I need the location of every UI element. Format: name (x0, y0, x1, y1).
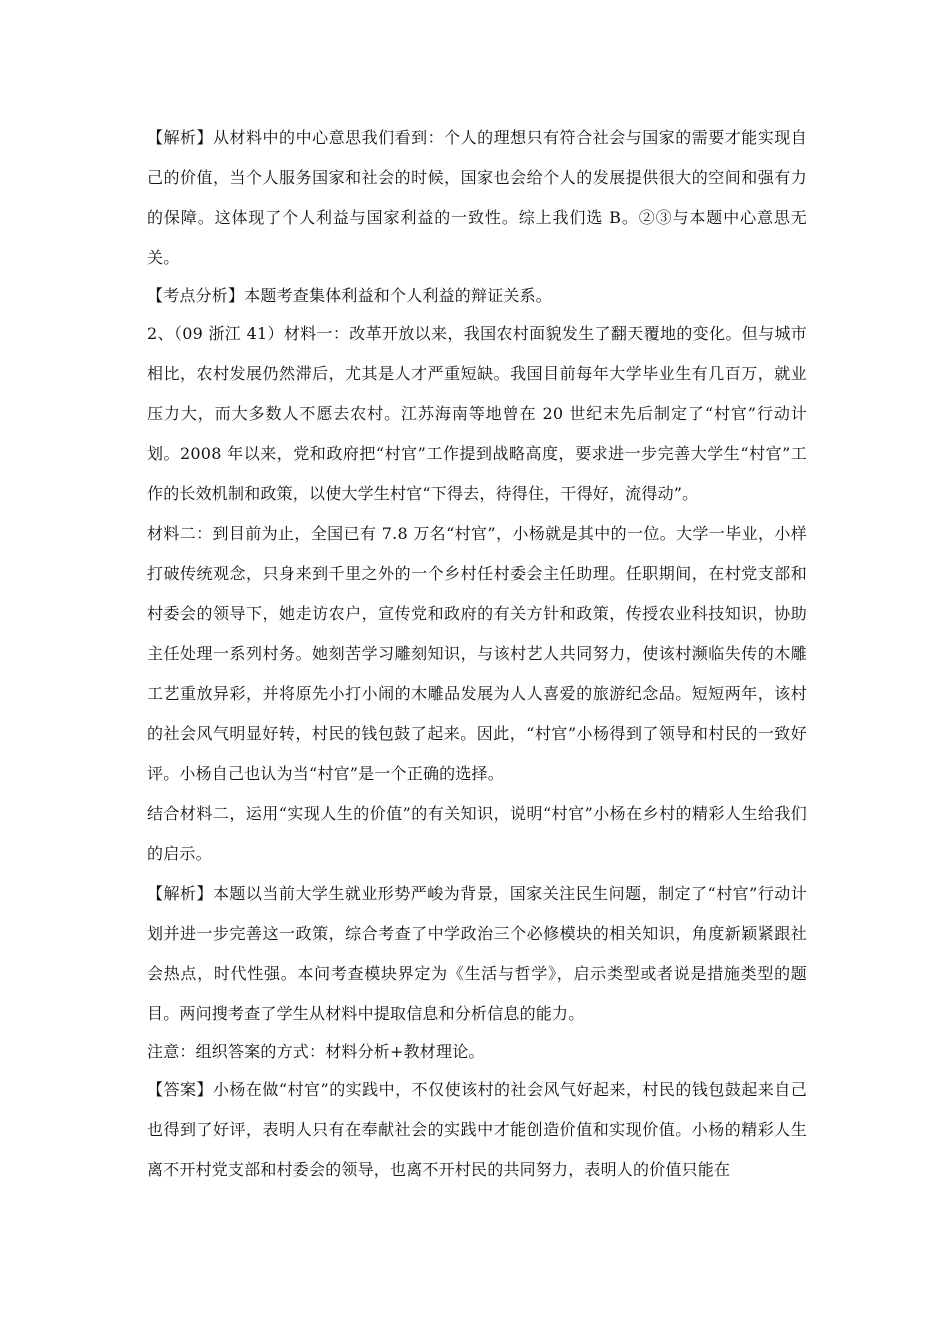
analysis-paragraph-2: 【解析】本题以当前大学生就业形势严峻为背景，国家关注民生问题，制定了“村官”行动计划并进一步完善这一政策，综合考查了中学政治三个必修模块的相关知识，角度新颖紧跟社会热点，时代性强。本问考查模块界定为《生活与哲学》，启示类型或者说是措施类型的题目。两问搜考查了学生从材料中提取信息和分析信息的能力。 (147, 884, 807, 1023)
analysis-paragraph-1: 【解析】从材料中的中心意思我们看到：个人的理想只有符合社会与国家的需要才能实现自己的价值，当个人服务国家和社会的时候，国家也会给个人的发展提供很大的空间和强有力的保障。这体现了个人利益与国家利益的一致性。综上我们选 B。②③与本题中心意思无关。 (147, 128, 807, 267)
note-paragraph: 注意：组织答案的方式：材料分析+教材理论。 (147, 1042, 485, 1061)
material-2-paragraph: 材料二：到目前为止，全国已有 7.8 万名“村官”，小杨就是其中的一位。大学一毕业，小样打破传统观念，只身来到千里之外的一个乡村任村委会主任助理。任职期间，在村党支部和村委会的领导下，她走访农户，宣传党和政府的有关方针和政策，传授农业科技知识，协助主任处理一系列村务。她刻苦学习雕刻知识，与该村艺人共同努力，使该村濒临失传的木雕工艺重放异彩，并将原先小打小闹的木雕品发展为人人喜爱的旅游纪念品。短短两年，该村的社会风气明显好转，村民的钱包鼓了起来。因此，“村官”小杨得到了领导和村民的一致好评。小杨自己也认为当“村官”是一个正确的选择。 (147, 524, 807, 783)
question-2-material-1-paragraph: 2、（09 浙江 41）材料一：改革开放以来，我国农村面貌发生了翻天覆地的变化。但与城市相比，农村发展仍然滞后，尤其是人才严重短缺。我国目前每年大学毕业生有几百万，就业压力大，而大多数人不愿去农村。江苏海南等地曾在 20 世纪末先后制定了“村官”行动计划。2008 年以来，党和政府把“村官”工作提到战略高度，要求进一步完善大学生“村官”工作的长效机制和政策，以使大学生村官“下得去，待得住，干得好，流得动”。 (147, 324, 807, 503)
document-page (147, 118, 807, 1190)
answer-paragraph: 【答案】小杨在做“村官”的实践中，不仅使该村的社会风气好起来，村民的钱包鼓起来自己也得到了好评，表明人只有在奉献社会的实践中才能创造价值和实现价值。小杨的精彩人生离不开村党支部和村委会的领导，也离不开村民的共同努力，表明人的价值只能在 (147, 1080, 807, 1179)
question-paragraph: 结合材料二，运用“实现人生的价值”的有关知识，说明“村官”小杨在乡村的精彩人生给我们的启示。 (147, 804, 807, 863)
point-analysis-paragraph: 【考点分析】本题考查集体利益和个人利益的辩证关系。 (147, 286, 553, 305)
